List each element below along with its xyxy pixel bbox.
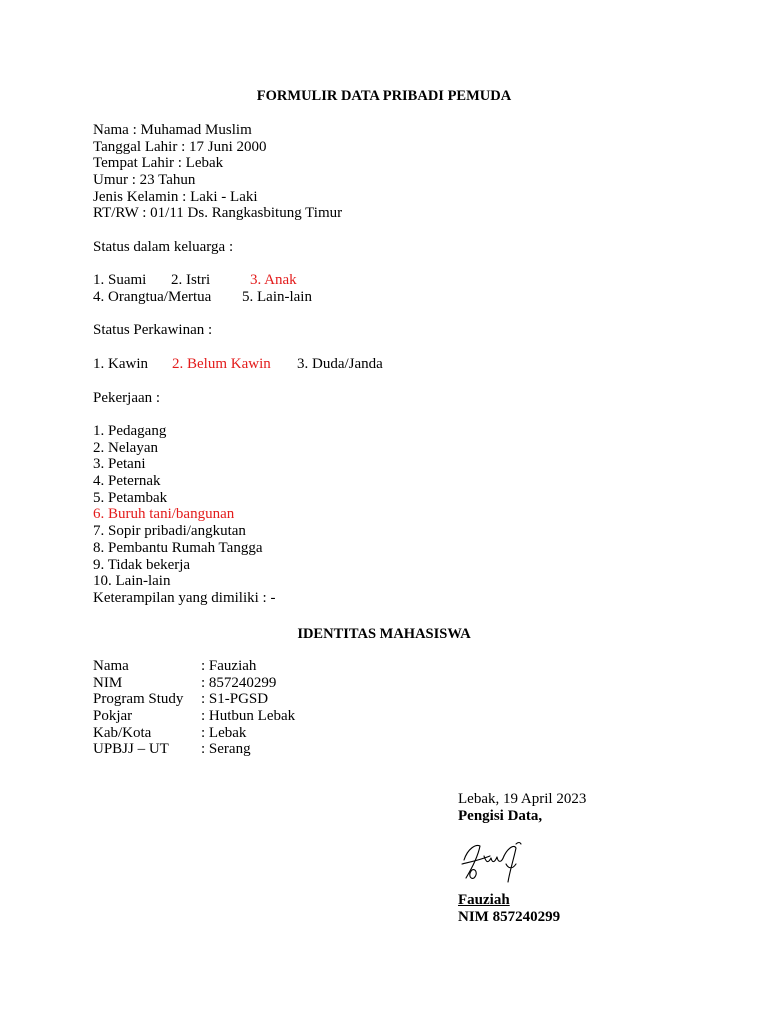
- signer-nim: NIM 857240299: [458, 908, 561, 925]
- signer-details: [458, 892, 560, 925]
- student-label: NIM: [93, 674, 123, 691]
- student-value: : Lebak: [201, 724, 247, 741]
- family-option-istri: 2. Istri: [171, 272, 211, 288]
- student-section-title: IDENTITAS MAHASISWA: [297, 626, 471, 642]
- student-value: : Serang: [201, 741, 251, 758]
- signer-role: Pengisi Data,: [458, 807, 543, 824]
- marital-status-options: [93, 356, 493, 373]
- occupation-option: 5. Petambak: [93, 489, 168, 506]
- family-status-label: Status dalam keluarga :: [93, 239, 234, 255]
- student-label: Program Study: [93, 691, 184, 708]
- occupation-option: 4. Peternak: [93, 473, 161, 490]
- student-label: UPBJJ – UT: [93, 741, 169, 758]
- family-option-anak-selected: 3. Anak: [250, 272, 297, 288]
- occupation-option: 3. Petani: [93, 456, 146, 473]
- skills-line: Keterampilan yang dimiliki : -: [93, 589, 276, 606]
- occupation-option: 9. Tidak bekerja: [93, 556, 191, 573]
- family-option-suami: 1. Suami: [93, 272, 147, 288]
- personal-birth-place: Tempat Lahir : Lebak: [93, 155, 224, 172]
- student-value: : 857240299: [201, 674, 277, 691]
- marital-option-duda-janda: 3. Duda/Janda: [297, 356, 383, 372]
- personal-name: Nama : Muhamad Muslim: [93, 122, 252, 138]
- family-option-lain: 5. Lain-lain: [242, 288, 312, 305]
- occupation-option: 7. Sopir pribadi/angkutan: [93, 523, 246, 540]
- occupation-list: [93, 423, 275, 607]
- occupation-option: 8. Pembantu Rumah Tangga: [93, 539, 263, 556]
- personal-address: RT/RW : 01/11 Ds. Rangkasbitung Timur: [93, 205, 343, 222]
- marital-option-belum-kawin-selected: 2. Belum Kawin: [172, 356, 271, 372]
- family-status-options: [93, 272, 493, 305]
- student-value: : Fauziah: [201, 658, 257, 674]
- handwritten-signature: [458, 834, 530, 892]
- student-label: Pokjar: [93, 708, 133, 725]
- family-option-orangtua: 4. Orangtua/Mertua: [93, 288, 212, 305]
- form-title: FORMULIR DATA PRIBADI PEMUDA: [256, 88, 512, 104]
- personal-gender: Jenis Kelamin : Laki - Laki: [93, 188, 258, 205]
- occupation-option-selected: 6. Buruh tani/bangunan: [93, 506, 235, 523]
- occupation-option: 2. Nelayan: [93, 439, 158, 456]
- signer-name: Fauziah: [458, 892, 510, 908]
- personal-birth-date: Tanggal Lahir : 17 Juni 2000: [93, 138, 267, 155]
- occupation-label: Pekerjaan :: [93, 390, 161, 406]
- place-date: Lebak, 19 April 2023: [458, 791, 587, 807]
- marital-status-label: Status Perkawinan :: [93, 322, 213, 338]
- student-identity: [93, 658, 393, 758]
- student-label: Kab/Kota: [93, 724, 152, 741]
- personal-data: [93, 122, 342, 222]
- student-value: : S1-PGSD: [201, 691, 269, 708]
- signature-block: [458, 791, 586, 824]
- personal-age: Umur : 23 Tahun: [93, 172, 196, 189]
- marital-option-kawin: 1. Kawin: [93, 356, 148, 372]
- student-value: : Hutbun Lebak: [201, 708, 296, 725]
- occupation-option: 1. Pedagang: [93, 423, 167, 439]
- student-label: Nama: [93, 658, 129, 674]
- occupation-option: 10. Lain-lain: [93, 573, 171, 590]
